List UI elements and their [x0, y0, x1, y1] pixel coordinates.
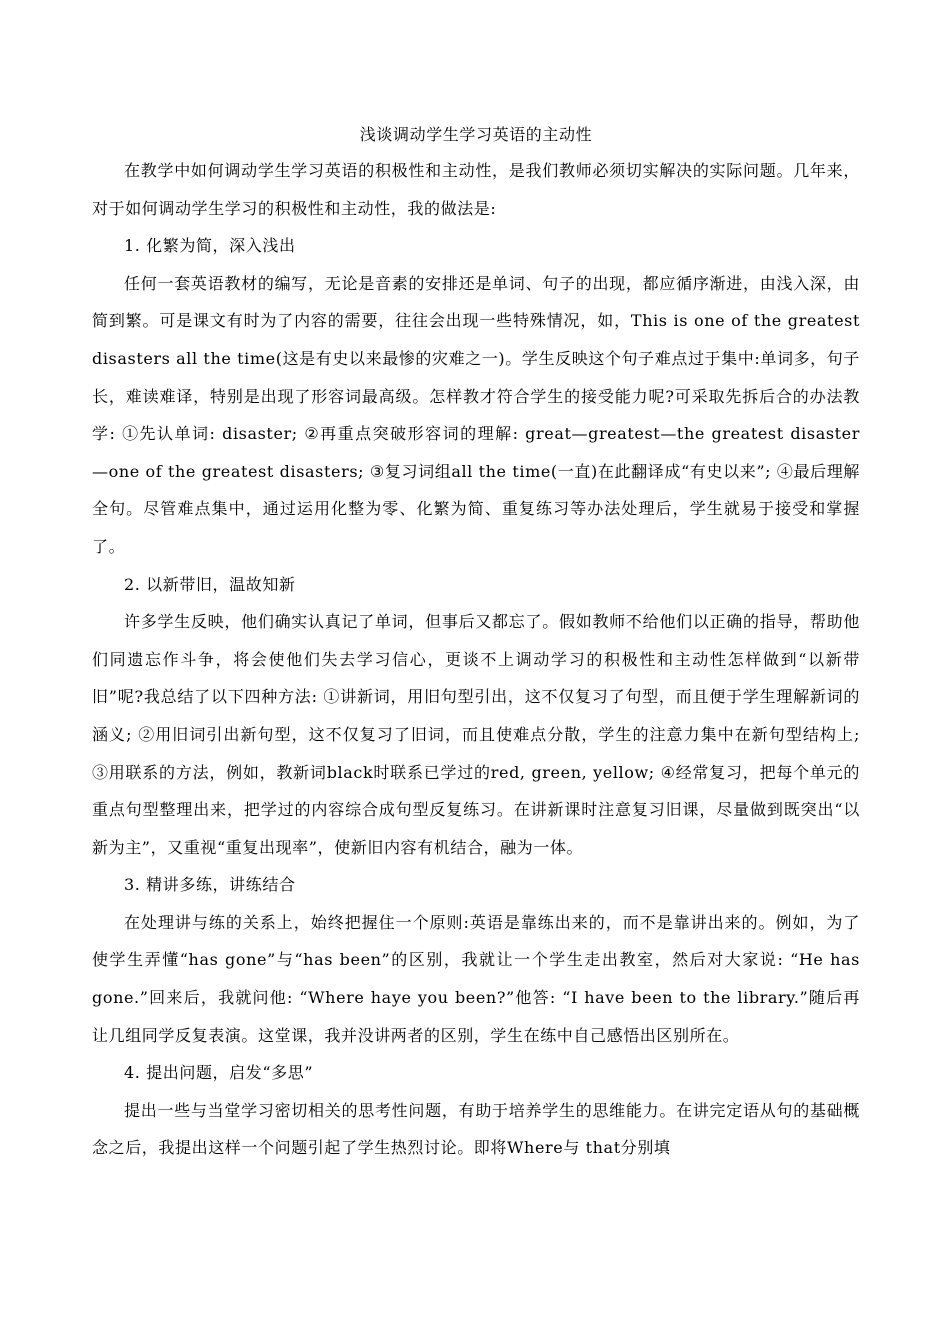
intro-paragraph: 在教学中如何调动学生学习英语的积极性和主动性，是我们教师必须切实解决的实际问题。几年来，对于如何调动学生学习的积极性和主动性，我的做法是: [92, 161, 860, 218]
document-title: 浅谈调动学生学习英语的主动性 [359, 125, 593, 144]
section-3-body: 在处理讲与练的关系上，始终把握住一个原则:英语是靠练出来的，而不是靠讲出来的。例如，为了使学生弄懂“has gone”与“has been”的区别，我就让一个学生走出教室，然后对大家说: “He has gone.”回来后，我就问他: “Where haye you been?”他答: “I have been to the library.”随后再让几组同学反复表演。这堂课，我并没讲两者的区别，学生在练中自己感悟出区别所在。 [92, 912, 860, 1045]
section-2-body: 许多学生反映，他们确实认真记了单词，但事后又都忘了。假如教师不给他们以正确的指导，帮助他们同遗忘作斗争，将会使他们失去学习信心，更谈不上调动学习的积极性和主动性怎样做到“以新带旧”呢?我总结了以下四种方法: ①讲新词，用旧句型引出，这不仅复习了句型，而且便于学生理解新词的涵义; ②用旧词引出新句型，这不仅复习了旧词，而且使难点分散，学生的注意力集中在新句型结构上; ③用联系的方法，例如，教新词black时联系已学过的red, green, yellow; ④经常复习，把每个单元的重点句型整理出来，把学过的内容综合成句型反复练习。在讲新课时注意复习旧课，尽量做到既突出“以新为主”，又重视“重复出现率”，使新旧内容有机结合，融为一体。 [92, 612, 860, 857]
section-4-body: 提出一些与当堂学习密切相关的思考性问题，有助于培养学生的思维能力。在讲完定语从句的基础概念之后，我提出这样一个问题引起了学生热烈讨论。即将Where与 that分别填 [92, 1100, 860, 1158]
section-1-heading: 1. 化繁为简，深入浅出 [124, 236, 296, 256]
section-4-heading: 4. 提出问题，启发“多思” [124, 1063, 314, 1083]
document-page [92, 118, 860, 1167]
section-1-body: 任何一套英语教材的编写，无论是音素的安排还是单词、句子的出现，都应循序渐进，由浅入深，由简到繁。可是课文有时为了内容的需要，往往会出现一些特殊情况，如，This is one of the greatest disasters all the time(这是有史以来最惨的灾难之一)。学生反映这个句子难点过于集中:单词多，句子长，难读难译，特别是出现了形容词最高级。怎样教才符合学生的接受能力呢?可采取先拆后合的办法教学: ①先认单词: disaster; ②再重点突破形容词的理解: great—greatest—the greatest disaster —one of the greatest disasters; ③复习词组all the time(一直)在此翻译成“有史以来”; ④最后理解全句。尽管难点集中，通过运用化整为零、化繁为简、重复练习等办法处理后，学生就易于接受和掌握了。 [92, 273, 860, 556]
section-3-heading: 3. 精讲多练，讲练结合 [124, 875, 296, 895]
section-2-heading: 2. 以新带旧，温故知新 [124, 574, 296, 594]
